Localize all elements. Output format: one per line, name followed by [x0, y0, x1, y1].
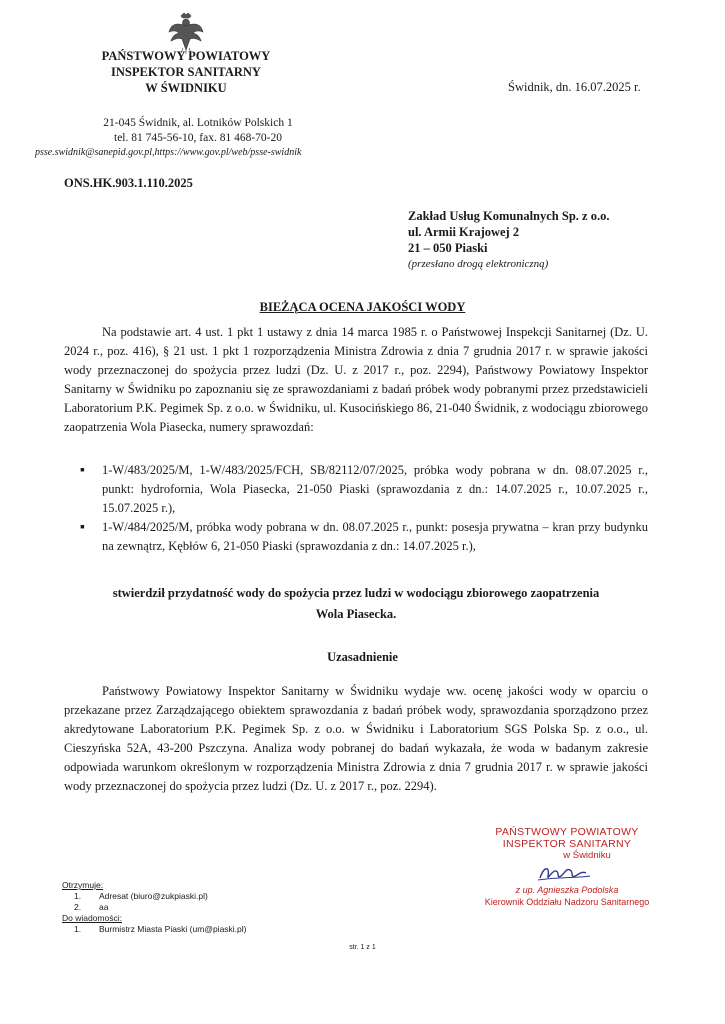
recipient-street: ul. Armii Krajowej 2: [408, 225, 520, 239]
institution-line: PAŃSTWOWY POWIATOWY: [101, 49, 271, 63]
recipient-block: [408, 208, 609, 272]
distribution-list: [62, 880, 247, 935]
institution-line: INSPEKTOR SANITARNY: [111, 65, 261, 79]
phone-line: tel. 81 745-56-10, fax. 81 468-70-20: [114, 132, 282, 144]
report-list: [80, 461, 648, 556]
conclusion-line: Wola Piasecka.: [315, 607, 397, 621]
report-item-text: 1-W/483/2025/M, 1-W/483/2025/FCH, SB/82112/07/2025, próbka wody pobrana w dn. 08.07.2025 r., punkt: hydrofornia, Wola Piasecka, 21-050 Piaski (sprawozdania z dn.: 14.07.2025 r., 10.07.2025 r., 15.07.2025 r.),: [102, 463, 648, 515]
item-text: Adresat (biuro@zukpiaski.pl): [99, 891, 208, 901]
recipient-name: Zakład Usług Komunalnych Sp. z o.o.: [408, 209, 610, 223]
info-label: Do wiadomości:: [62, 913, 122, 923]
list-item: ▪ 1-W/484/2025/M, próbka wody pobrana w dn. 08.07.2025 r., punkt: posesja prywatna – kran przy budynku na zewnątrz, Kębłów 6, 21-050 Piaski (sprawozdania z dn.: 14.07.2025 r.),: [80, 520, 648, 553]
item-text: Burmistrz Miasta Piaski (um@piaski.pl): [99, 924, 247, 934]
receives-label: Otrzymuje:: [62, 880, 104, 890]
address-line: 21-045 Świdnik, al. Lotników Polskich 1: [103, 117, 293, 129]
justification-paragraph: Państwowy Powiatowy Inspektor Sanitarny w Świdniku wydaje ww. ocenę jakości wody w oparciu o przekazane przez Zarządzającego obiektem sprawozdania z badań próbek wody, sprawozdania sporządzono przez akredytowane Laboratorium P.K. Pegimek Sp. z o.o. w Świdniku i Laboratorium SGS Polska Sp. z o.o., ul. Cieszyńska 52A, 43-200 Pszczyna. Analiza wody pobranej do badań wykazała, że woda w badanym zakresie odpowiada warunkom określonym w rozporządzenia Ministra Zdrowia z dnia 7 grudnia 2017 r. w sprawie jakości wody przeznaczonej do spożycia przez ludzi (Dz. U. z 2017 r., poz. 2294).: [64, 684, 648, 793]
item-number: 1.: [74, 891, 82, 901]
official-stamp: [478, 826, 656, 908]
conclusion: [64, 583, 648, 625]
page-number: str. 1 z 1: [349, 944, 376, 951]
stamp-line: w Świdniku: [563, 850, 611, 861]
delivery-note: (przesłano drogą elektroniczną): [408, 258, 549, 270]
list-item: [62, 902, 247, 913]
document-date: Świdnik, dn. 16.07.2025 r.: [508, 80, 641, 94]
institution-line: W ŚWIDNIKU: [145, 81, 227, 95]
list-item: ▪ 1-W/483/2025/M, 1-W/483/2025/FCH, SB/82112/07/2025, próbka wody pobrana w dn. 08.07.2025 r., punkt: hydrofornia, Wola Piasecka, 21-050 Piaski (sprawozdania z dn.: 14.07.2025 r., 10.07.2025 r., 15.07.2025 r.),: [80, 463, 648, 515]
institution-name: [82, 48, 290, 96]
justification-title: Uzasadnienie: [327, 650, 398, 664]
stamp-line: Kierownik Oddziału Nadzoru Sanitarnego: [484, 897, 650, 907]
legal-basis-paragraph: Na podstawie art. 4 ust. 1 pkt 1 ustawy z dnia 14 marca 1985 r. o Państwowej Inspekcji Sanitarnej (Dz. U. 2024 r., poz. 416), § 21 ust. 1 pkt 1 rozporządzenia Ministra Zdrowia z dnia 7 grudnia 2017 r. w sprawie jakości wody przeznaczonej do spożycia przez ludzi (Dz. U. z 2017 r., poz. 2294), Państwowy Powiatowy Inspektor Sanitarny w Świdniku po zapoznaniu się ze sprawozdaniami z badań próbek wody pobranymi przez przedstawicieli Laboratorium P.K. Pegimek Sp. z o.o. w Świdniku, ul. Kusocińskiego 86, 21-040 Świdnik, z wodociągu zbiorowego zaopatrzenia Wola Piasecka, numery sprawozdań:: [64, 325, 648, 434]
reference-number: ONS.HK.903.1.110.2025: [64, 176, 193, 190]
stamp-line: PAŃSTWOWY POWIATOWY: [495, 826, 639, 838]
item-number: 1.: [74, 924, 82, 934]
recipient-city: 21 – 050 Piaski: [408, 241, 488, 255]
list-item: [62, 924, 247, 935]
report-item-text: 1-W/484/2025/M, próbka wody pobrana w dn. 08.07.2025 r., punkt: posesja prywatna – kran przy budynku na zewnątrz, Kębłów 6, 21-050 Piaski (sprawozdania z dn.: 14.07.2025 r.),: [102, 520, 648, 553]
document-title: BIEŻĄCA OCENA JAKOŚCI WODY: [259, 300, 466, 314]
conclusion-line: stwierdził przydatność wody do spożycia przez ludzi w wodociągu zbiorowego zaopatrzenia: [112, 586, 600, 600]
item-number: 2.: [74, 902, 82, 912]
stamp-line: INSPEKTOR SANITARNY: [502, 838, 632, 850]
item-text: aa: [99, 902, 109, 912]
stamp-line: z up. Agnieszka Podolska: [515, 885, 619, 895]
contact-line: psse.swidnik@sanepid.gov.pl,https://www.gov.pl/web/psse-swidnik: [35, 147, 302, 158]
list-item: [62, 891, 247, 902]
institution-address: [88, 116, 308, 146]
handwritten-signature-icon: [478, 862, 656, 884]
